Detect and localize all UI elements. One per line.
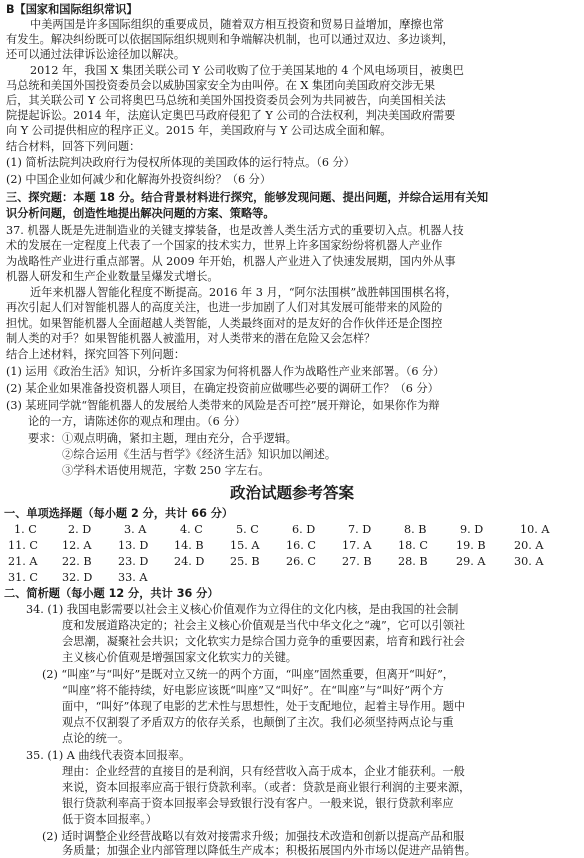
b-para2-line3: 后，其关联公司 Y 公司将奥巴马总统和美国外国投资委员会列为共同被告，向美国相关法 <box>6 94 446 107</box>
answer-item: 7. D <box>348 523 372 536</box>
answers-title: 政治试题参考答案 <box>229 484 354 502</box>
answer-item: 15. A <box>230 539 260 552</box>
answer-item: 2. D <box>68 523 92 536</box>
q37-requirement-3: ③学科术语使用规范，字数 250 字左右。 <box>62 464 270 477</box>
answer-item: 29. A <box>456 555 486 568</box>
answer-item: 9. D <box>460 523 484 536</box>
answer-item: 26. C <box>286 555 316 568</box>
b-question-1: (1) 简析法院判决政府行为侵权所体现的美国政体的运行特点。（6 分） <box>6 156 355 169</box>
answer-item: 11. C <box>8 539 38 552</box>
answer-item: 23. D <box>118 555 149 568</box>
b-prompt: 结合材料，回答下列问题： <box>6 140 141 153</box>
a34-1-line4: 主义核心价值观是增强国家文化软实力的关键。 <box>62 651 297 664</box>
section3-heading-line1: 三、探究题：本题 18 分。结合背景材料进行探究，能够发现问题、提出问题，并综合运用有关知 <box>6 191 489 204</box>
a34-2-line5: 点论的统一。 <box>62 732 130 745</box>
a34-2-line2: “叫座”将不能持续，好电影应该既“叫座”又“叫好”。在“叫座”与“叫好”两个方 <box>62 684 444 697</box>
b-para1-line1: 中美两国是许多国际组织的重要成员，随着双方相互投资和贸易日益增加，摩擦也常 <box>30 18 444 31</box>
a34-2-line3: 面中，“叫好”体现了电影的艺术性与思想性，处于支配地位，起着主导作用。题中 <box>62 700 466 713</box>
answer-item: 12. A <box>62 539 92 552</box>
a35-2-line1: (2) 适时调整企业经营战略以有效对接需求升级；加强技术改造和创新以提高产品和服 <box>42 830 465 843</box>
answer-item: 8. B <box>404 523 427 536</box>
answer-item: 30. A <box>514 555 544 568</box>
section3-heading-line2: 识分析问题，创造性地提出解决问题的方案、策略等。 <box>6 207 275 220</box>
a35-1-line3: 来说，资本回报率应高于银行贷款利率。（或者：贷款是商业银行利润的主要来源， <box>62 781 471 794</box>
answers-section1-heading: 一、单项选择题（每小题 2 分，共计 66 分） <box>4 507 234 520</box>
answer-item: 32. D <box>62 571 93 584</box>
q37-para1-line1: 37. 机器人既是先进制造业的关键支撑装备，也是改善人类生活方式的重要切入点。机器人技 <box>6 224 464 237</box>
b-para2-line1: 2012 年，我国 X 集团关联公司 Y 公司收购了位于美国某地的 4 个风电场项目，被奥巴 <box>30 64 464 77</box>
b-para2-line2: 马总统和美国外国投资委员会以威胁国家安全为由叫停。在 X 集团向美国政府交涉无果 <box>6 79 436 92</box>
answer-item: 25. B <box>230 555 260 568</box>
b-para1-line3: 还可以通过法律诉讼途径加以解决。 <box>6 48 186 61</box>
q37-para1-line2: 术的发展在一定程度上代表了一个国家的技术实力，世界上许多国家纷纷将机器人产业作 <box>6 239 443 252</box>
a34-1-line2: 度和发展道路决定的；社会主义核心价值观是当代中华文化之“魂”，它可以引领社 <box>62 619 466 632</box>
q37-para2-line2: 再次引起人们对智能机器人的高度关注，也进一步加剧了人们对其发展可能带来的风险的 <box>6 301 443 314</box>
answer-item: 24. D <box>174 555 205 568</box>
answer-item: 33. A <box>118 571 148 584</box>
answer-item: 10. A <box>520 523 550 536</box>
answer-item: 13. D <box>118 539 149 552</box>
q37-para1-line3: 为战略性产业进行重点部署。从 2009 年开始，机器人产业进入了快速发展期，国内外从事 <box>6 255 456 268</box>
answer-item: 21. A <box>8 555 38 568</box>
answer-item: 6. D <box>292 523 316 536</box>
q37-prompt: 结合上述材料，探究回答下列问题： <box>6 348 186 361</box>
b-para2-line5: 向 Y 公司提供相应的程序正义。2015 年，美国政府与 Y 公司达成全面和解。 <box>6 124 392 137</box>
a35-2-line2: 务质量；加强企业内部管理以降低生产成本；积极拓展国内外市场以促进产品销售。 <box>62 844 476 857</box>
a35-1-line5: 低于资本回报率。） <box>62 813 158 826</box>
answer-item: 28. B <box>398 555 428 568</box>
b-section-heading: B【国家和国际组织常识】 <box>6 3 138 16</box>
answer-item: 19. B <box>456 539 486 552</box>
q37-para2-line3: 担忧。如果智能机器人全面超越人类智能，人类最终面对的是友好的合作伙伴还是企图控 <box>6 317 443 330</box>
answers-section2-heading: 二、简析题（每小题 12 分，共计 36 分） <box>4 587 219 600</box>
a34-1-line1: 34. (1) 我国电影需要以社会主义核心价值观作为立得住的文化内核，是由我国的社会制 <box>26 603 459 616</box>
q37-question-3-line2: 论的一方，请陈述你的观点和理由。（6 分） <box>28 415 246 428</box>
q37-para2-line4: 制人类的对手？如果智能机器人被滥用，对人类带来的潜在危险又会怎样？ <box>6 332 376 345</box>
answer-item: 5. C <box>236 523 259 536</box>
b-para1-line2: 有发生。解决纠纷既可以依据国际组织规则和争端解决机制，也可以通过双边、多边谈判， <box>6 33 454 46</box>
a34-2-line1: (2) “叫座”与“叫好”是既对立又统一的两个方面，“叫座”固然重要，但离开“叫好”， <box>42 668 454 681</box>
answer-item: 18. C <box>398 539 428 552</box>
answer-item: 31. C <box>8 571 38 584</box>
a34-2-line4: 观点不仅割裂了矛盾双方的依存关系，也颠倒了主次。我们必须坚持两点论与重 <box>62 716 454 729</box>
answer-item: 14. B <box>174 539 204 552</box>
q37-question-3-line1: (3) 某班同学就“智能机器人的发展给人类带来的风险是否可控”展开辩论，如果你作为辩 <box>6 399 440 412</box>
q37-para1-line4: 机器人研发和生产企业数量呈爆发式增长。 <box>6 270 219 283</box>
b-question-2: (2) 中国企业如何减少和化解海外投资纠纷？（6 分） <box>6 173 272 186</box>
q37-requirements-label: 要求： <box>28 432 62 445</box>
answer-item: 22. B <box>62 555 92 568</box>
q37-requirement-2: ②综合运用《生活与哲学》《经济生活》知识加以阐述。 <box>62 448 337 461</box>
a35-1-line4: 银行贷款利率高于资本回报率会导致银行没有客户。一般来说，银行贷款利率应 <box>62 797 454 810</box>
a35-1-line1: 35. (1) A 曲线代表资本回报率。 <box>26 749 191 762</box>
answer-item: 3. A <box>124 523 147 536</box>
answer-item: 16. C <box>286 539 316 552</box>
a35-1-line2: 理由：企业经营的直接目的是利润，只有经营收入高于成本，企业才能获利。一般 <box>62 765 465 778</box>
b-para2-line4: 院提起诉讼。2014 年，法庭认定奥巴马政府侵犯了 Y 公司的合法权利，判决美国政府需要 <box>6 109 456 122</box>
answer-item: 20. A <box>514 539 544 552</box>
answer-item: 4. C <box>180 523 203 536</box>
answer-item: 27. B <box>342 555 372 568</box>
answer-item: 1. C <box>14 523 37 536</box>
answer-item: 17. A <box>342 539 372 552</box>
q37-requirement-1: ①观点明确，紧扣主题，理由充分，合乎逻辑。 <box>62 432 297 445</box>
q37-question-1: (1) 运用《政治生活》知识，分析许多国家为何将机器人作为战略性产业来部署。（6 分） <box>6 365 445 378</box>
a34-1-line3: 会思潮，凝聚社会共识；文化软实力是综合国力竞争的重要因素，培育和践行社会 <box>62 635 465 648</box>
q37-para2-line1: 近年来机器人智能化程度不断提高。2016 年 3 月，“阿尔法围棋”战胜韩国围棋名将， <box>30 286 457 299</box>
q37-question-2: (2) 某企业如果准备投资机器人项目，在确定投资前应做哪些必要的调研工作？（6 分） <box>6 382 439 395</box>
